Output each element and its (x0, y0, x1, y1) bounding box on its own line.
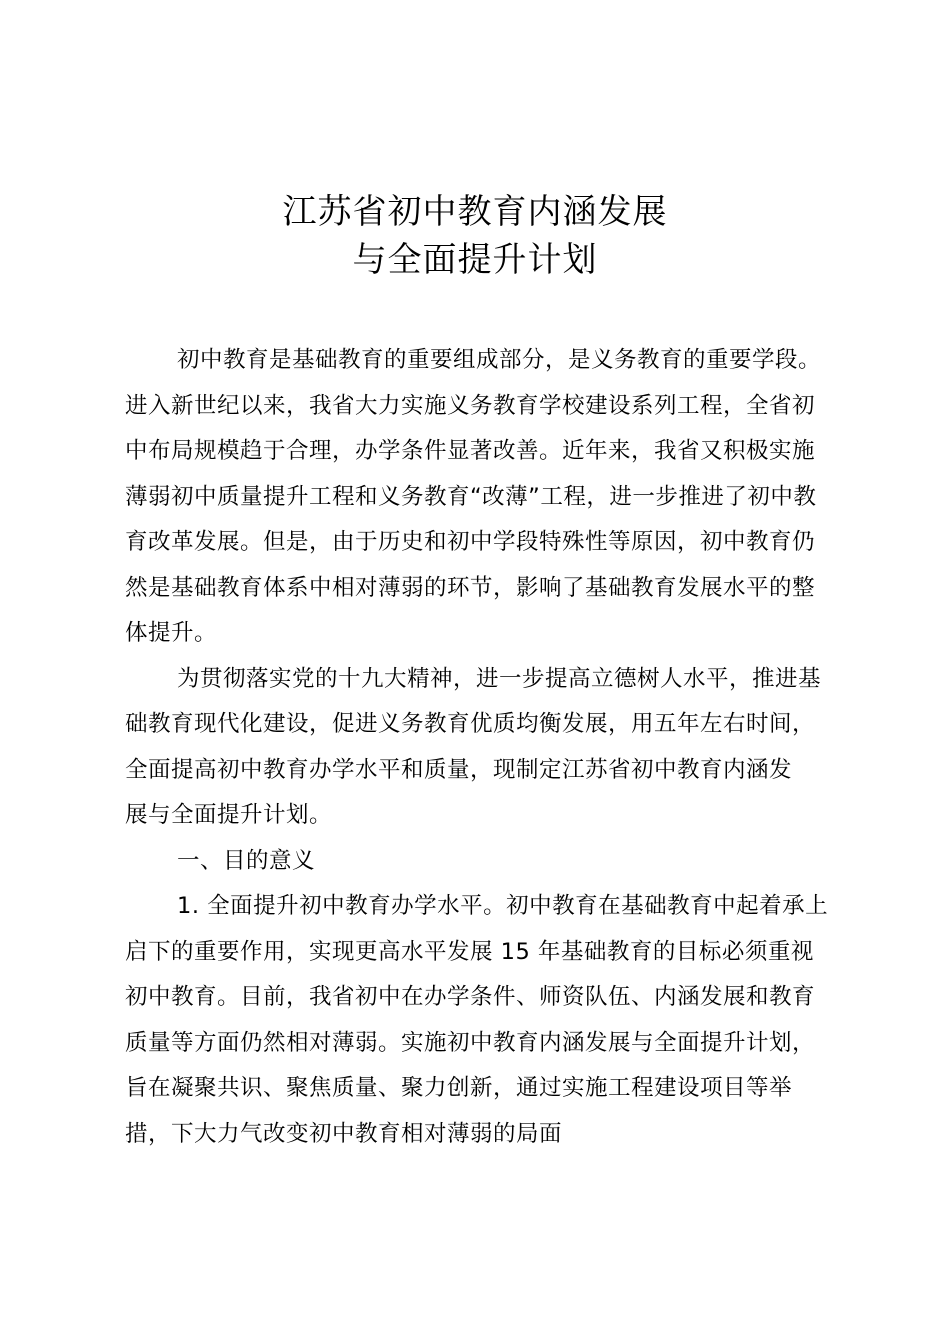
paragraph-line: 1. 全面提升初中教育办学水平。初中教育在基础教育中起着承上 (177, 893, 829, 919)
paragraph-line: 全面提高初中教育办学水平和质量，现制定江苏省初中教育内涵发 (125, 756, 793, 783)
paragraph-line: 启下的重要作用，实现更高水平发展 15 年基础教育的目标必须重视 (125, 938, 814, 965)
document-title (0, 188, 950, 284)
document-body (125, 338, 845, 1157)
paragraph-line: 旨在凝聚共识、聚焦质量、聚力创新，通过实施工程建设项目等举 (125, 1075, 793, 1101)
paragraph-line: 育改革发展。但是，由于历史和初中学段特殊性等原因，初中教育仍 (125, 529, 816, 555)
paragraph-line: 然是基础教育体系中相对薄弱的环节，影响了基础教育发展水平的整 (125, 574, 816, 601)
paragraph-line: 中布局规模趋于合理，办学条件显著改善。近年来，我省又积极实施 (125, 438, 816, 464)
title-line: 与全面提升计划 (352, 240, 598, 280)
paragraph-line: 初中教育是基础教育的重要组成部分，是义务教育的重要学段。 (177, 347, 822, 373)
paragraph-line: 措，下大力气改变初中教育相对薄弱的局面 (125, 1120, 563, 1147)
paragraph-line: 体提升。 (125, 620, 218, 646)
paragraph-line: 薄弱初中质量提升工程和义务教育“改薄”工程，进一步推进了初中教 (125, 483, 817, 510)
paragraph-line: 展与全面提升计划。 (125, 802, 333, 828)
paragraph-line: 质量等方面仍然相对薄弱。实施初中教育内涵发展与全面提升计划， (125, 1029, 816, 1056)
paragraph-line: 初中教育。目前，我省初中在办学条件、师资队伍、内涵发展和教育 (125, 984, 816, 1010)
paragraph-line: 础教育现代化建设，促进义务教育优质均衡发展，用五年左右时间， (125, 711, 816, 737)
paragraph-line: 进入新世纪以来，我省大力实施义务教育学校建设系列工程，全省初 (125, 392, 816, 419)
title-line: 江苏省初中教育内涵发展 (282, 192, 668, 232)
section-heading: 一、目的意义 (177, 847, 316, 874)
paragraph-line: 为贯彻落实党的十九大精神，进一步提高立德树人水平，推进基 (177, 665, 822, 692)
